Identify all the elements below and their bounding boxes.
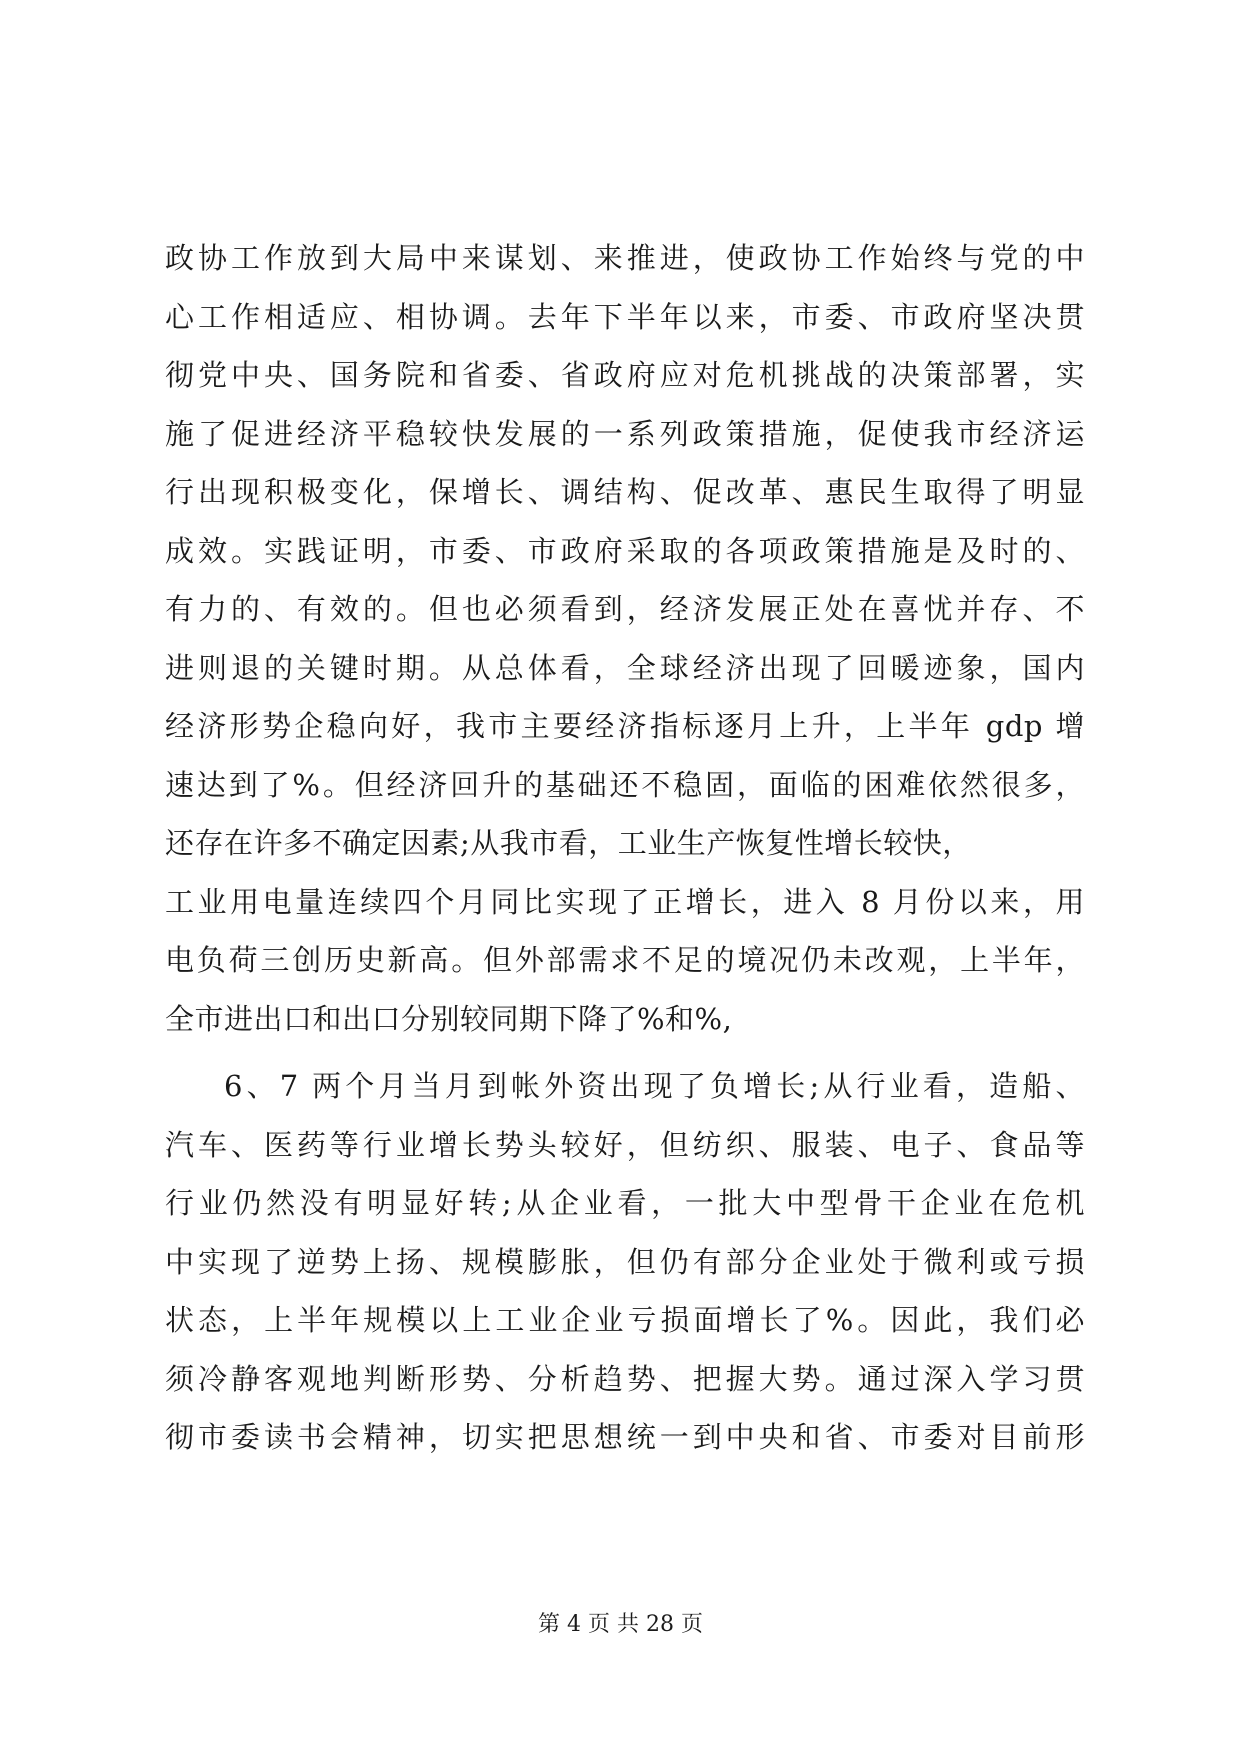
text-line: 状态，上半年规模以上工业企业亏损面增长了%。因此，我们必 xyxy=(165,1303,1085,1337)
text-line: 彻党中央、国务院和省委、省政府应对危机挑战的决策部署，实 xyxy=(165,358,1085,392)
text-line: 电负荷三创历史新高。但外部需求不足的境况仍未改观，上半年， xyxy=(165,943,1085,977)
text-line: 经济形势企稳向好，我市主要经济指标逐月上升，上半年 gdp 增 xyxy=(165,709,1085,743)
text-line: 6、7 两个月当月到帐外资出现了负增长;从行业看，造船、 xyxy=(224,1069,1085,1103)
text-line: 行出现积极变化，保增长、调结构、促改革、惠民生取得了明显 xyxy=(165,475,1085,509)
text-line: 有力的、有效的。但也必须看到，经济发展正处在喜忧并存、不 xyxy=(165,592,1085,626)
text-line: 成效。实践证明，市委、市政府采取的各项政策措施是及时的、 xyxy=(165,533,1085,568)
page-number: 第 4 页 共 28 页 xyxy=(538,1612,703,1637)
text-line: 行业仍然没有明显好转;从企业看，一批大中型骨干企业在危机 xyxy=(165,1186,1085,1220)
text-line: 施了促进经济平稳较快发展的一系列政策措施，促使我市经济运 xyxy=(165,416,1085,451)
paragraph-gap xyxy=(165,1048,1085,1057)
body-text xyxy=(165,229,1085,1467)
text-line: 还存在许多不确定因素;从我市看，工业生产恢复性增长较快， xyxy=(165,826,972,860)
text-line: 心工作相适应、相协调。去年下半年以来，市委、市政府坚决贯 xyxy=(165,299,1085,334)
paragraph-1 xyxy=(165,229,1085,1048)
text-line: 彻市委读书会精神，切实把思想统一到中央和省、市委对目前形 xyxy=(165,1420,1085,1454)
text-line: 工业用电量连续四个月同比实现了正增长，进入 8 月份以来，用 xyxy=(165,884,1085,919)
text-line: 汽车、医药等行业增长势头较好，但纺织、服装、电子、食品等 xyxy=(165,1127,1085,1162)
text-line: 中实现了逆势上扬、规模膨胀，但仍有部分企业处于微利或亏损 xyxy=(165,1244,1085,1279)
text-line: 进则退的关键时期。从总体看，全球经济出现了回暖迹象，国内 xyxy=(165,650,1085,685)
text-line: 全市进出口和出口分别较同期下降了%和%, xyxy=(165,1001,733,1036)
paragraph-2 xyxy=(165,1057,1085,1467)
text-line: 政协工作放到大局中来谋划、来推进，使政协工作始终与党的中 xyxy=(165,241,1085,275)
text-line: 速达到了%。但经济回升的基础还不稳固，面临的困难依然很多， xyxy=(165,767,1085,802)
text-line: 须冷静客观地判断形势、分析趋势、把握大势。通过深入学习贯 xyxy=(165,1361,1085,1396)
